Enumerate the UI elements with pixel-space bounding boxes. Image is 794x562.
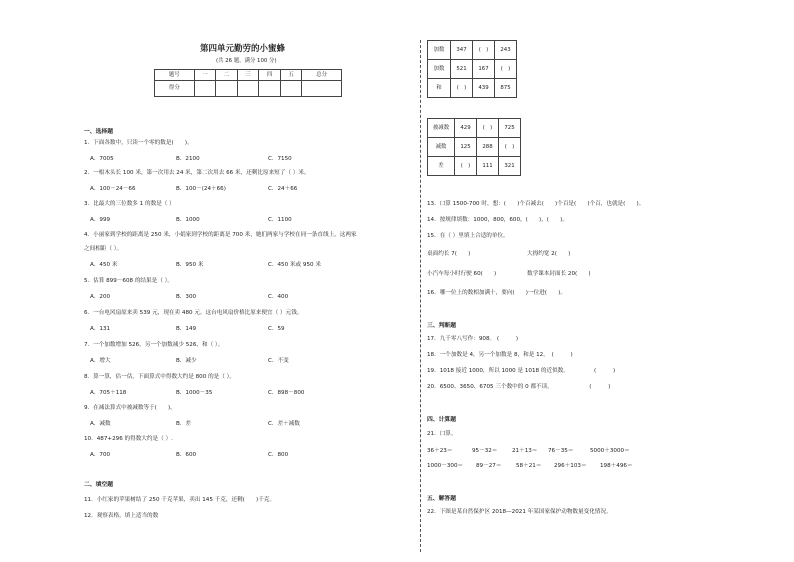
score-input-cell[interactable] xyxy=(237,81,259,97)
score-cell: 二 xyxy=(216,70,238,81)
option-b[interactable]: B．差 xyxy=(176,421,192,427)
score-cell: 总分 xyxy=(302,70,342,81)
question-text: 18．一个加数是 4，另一个加数是 8，和是 12。 ( ) xyxy=(427,352,573,358)
question-text: 14．按规律填数：1000，800，600，( )，( )。 xyxy=(427,217,568,223)
table-cell: 288 xyxy=(477,138,499,157)
option-c[interactable]: C．不变 xyxy=(268,358,289,364)
calc-item[interactable]: 95－32＝ xyxy=(472,448,498,454)
calc-item[interactable]: 89－27＝ xyxy=(476,463,502,469)
question-text: 17．九千零八写作：908。 ( ) xyxy=(427,336,519,342)
option-b[interactable]: B．950 米 xyxy=(176,262,204,268)
option-a[interactable]: A．999 xyxy=(90,217,111,223)
addition-table xyxy=(427,40,517,98)
option-b[interactable]: B．600 xyxy=(176,452,197,458)
option-b[interactable]: B．2100 xyxy=(176,156,200,162)
score-cell: 三 xyxy=(237,70,259,81)
table-blank-cell[interactable]: ( ) xyxy=(455,157,477,176)
option-c[interactable]: C．800 xyxy=(268,452,289,458)
score-cell: 四 xyxy=(259,70,281,81)
table-cell: 加数 xyxy=(428,60,451,79)
question-text: 8．算一算，估一估，下面算式中得数大约是 800 的是（ ）。 xyxy=(84,374,236,380)
score-cell: 五 xyxy=(280,70,302,81)
table-cell: 111 xyxy=(477,157,499,176)
table-cell: 被减数 xyxy=(428,119,455,138)
option-c[interactable]: C．1100 xyxy=(268,217,292,223)
question-text: 4．小丽家到学校的距离是 250 米，小娟家到学校的距离是 700 米，她们两家与学校在同一条直线上，这两家 xyxy=(84,232,357,238)
score-input-cell[interactable] xyxy=(280,81,302,97)
table-cell: 差 xyxy=(428,157,455,176)
table-cell: 439 xyxy=(473,79,495,98)
table-blank-cell[interactable]: ( ) xyxy=(499,138,521,157)
question-text: 3．比最大的三位数多 1 的数是（ ） xyxy=(84,201,175,207)
table-cell: 347 xyxy=(451,41,473,60)
question-text: 20．6500、3650、6705 三个数中的 0 都不读。 ( ) xyxy=(427,384,611,390)
question-text: 11．小红家的苹果树结了 250 千克苹果，卖出 145 千克，还剩( )千克。 xyxy=(84,497,275,503)
table-blank-cell[interactable]: ( ) xyxy=(477,119,499,138)
question-text: 2．一根木头长 100 米，第一次用去 24 米，第二次用去 66 米，还剩比原来短了（ ）米。 xyxy=(84,170,310,176)
option-c[interactable]: C．7150 xyxy=(268,156,292,162)
table-cell: 125 xyxy=(455,138,477,157)
column-divider xyxy=(420,40,421,552)
option-c[interactable]: C．450 米或 950 米 xyxy=(268,262,321,268)
question-text: 13．口算 1500-700 时，想：( )个百减去( )个百是( )个百，也就是( )。 xyxy=(427,201,645,207)
question-text: 22．下图是某自然保护区 2018—2021 年某国家保护动物数量变化情况。 xyxy=(427,509,612,515)
section-heading: 五、解答题 xyxy=(427,496,456,502)
question-text: 15．在（ ）里填上合适的单位。 xyxy=(427,233,509,239)
question-text: 16．哪一位上的数相加满十，要向( )一位进( )。 xyxy=(427,290,566,296)
calc-item[interactable]: 198＋496＝ xyxy=(600,463,633,469)
option-b[interactable]: B．149 xyxy=(176,326,197,332)
question-text: 9．在减法算式中被减数等于( )。 xyxy=(84,405,176,411)
option-a[interactable]: A．705＋118 xyxy=(90,390,127,396)
option-c[interactable]: C．差＋减数 xyxy=(268,421,300,427)
calc-item[interactable]: 296＋103＝ xyxy=(554,463,587,469)
question-text: 大拇约宽 2( ) xyxy=(527,251,571,257)
calc-item[interactable]: 1000－300＝ xyxy=(427,463,464,469)
option-b[interactable]: B．1000－35 xyxy=(176,390,213,396)
question-text: 21．口算。 xyxy=(427,431,457,437)
section-heading: 三、判断题 xyxy=(427,323,456,329)
table-cell: 521 xyxy=(451,60,473,79)
option-c[interactable]: C．24＋66 xyxy=(268,186,298,192)
option-a[interactable]: A．7005 xyxy=(90,156,114,162)
option-b[interactable]: B．300 xyxy=(176,294,197,300)
table-blank-cell[interactable]: ( ) xyxy=(495,60,517,79)
question-text: 12．观察表格，填上适当的数 xyxy=(84,513,159,519)
option-c[interactable]: C．898－800 xyxy=(268,390,305,396)
option-a[interactable]: A．700 xyxy=(90,452,111,458)
score-cell: 题号 xyxy=(155,70,195,81)
question-text: 7．一个加数增加 526，另一个加数减少 526，和（ ）。 xyxy=(84,342,224,348)
section-heading: 二、填空题 xyxy=(84,482,113,488)
option-c[interactable]: C．59 xyxy=(268,326,285,332)
calc-item[interactable]: 76－35＝ xyxy=(548,448,574,454)
question-text: 1．下面各数中，只读一个零的数是( )。 xyxy=(84,140,193,146)
table-cell: 167 xyxy=(473,60,495,79)
question-text: 之间相距（ ）。 xyxy=(84,246,123,252)
option-a[interactable]: A．100－24－66 xyxy=(90,186,136,192)
question-text: 19．1018 接近 1000，所以 1000 是 1018 的近似数。 ( ) xyxy=(427,368,616,374)
table-cell: 243 xyxy=(495,41,517,60)
score-input-cell[interactable] xyxy=(302,81,342,97)
score-input-cell[interactable] xyxy=(194,81,216,97)
calc-item[interactable]: 58＋21＝ xyxy=(516,463,542,469)
table-blank-cell[interactable]: ( ) xyxy=(451,79,473,98)
table-cell: 和 xyxy=(428,79,451,98)
option-a[interactable]: A．减数 xyxy=(90,421,111,427)
calc-item[interactable]: 21＋13＝ xyxy=(512,448,538,454)
score-cell: 得分 xyxy=(155,81,195,97)
table-cell: 725 xyxy=(499,119,521,138)
option-a[interactable]: A．增大 xyxy=(90,358,111,364)
table-cell: 321 xyxy=(499,157,521,176)
subtraction-table xyxy=(427,118,521,176)
question-text: 5．估算 899－608 的结果是（ ）。 xyxy=(84,278,173,284)
page-subtitle: (共 26 题，满分 100 分) xyxy=(216,58,277,64)
option-b[interactable]: B．1000 xyxy=(176,217,200,223)
table-cell: 加数 xyxy=(428,41,451,60)
question-text: 6．一台电风扇原来卖 539 元，现在卖 480 元。这台电风扇价格比原来便宜（ ）元钱。 xyxy=(84,310,303,316)
table-blank-cell[interactable]: ( ) xyxy=(473,41,495,60)
option-a[interactable]: A．131 xyxy=(90,326,111,332)
option-b[interactable]: B．减少 xyxy=(176,358,197,364)
calc-item[interactable]: 36＋23＝ xyxy=(427,448,453,454)
question-text: 桌面约长 7( ) xyxy=(427,251,471,257)
score-input-cell[interactable] xyxy=(259,81,281,97)
table-cell: 875 xyxy=(495,79,517,98)
question-text: 10．487+296 的得数大约是（ ）. xyxy=(84,436,173,442)
option-a[interactable]: A．200 xyxy=(90,294,111,300)
table-cell: 减数 xyxy=(428,138,455,157)
section-heading: 四、计算题 xyxy=(427,417,456,423)
option-b[interactable]: B．100－(24＋66) xyxy=(176,186,226,192)
section-heading: 一、选择题 xyxy=(84,129,113,135)
option-c[interactable]: C．400 xyxy=(268,294,289,300)
score-table xyxy=(154,69,342,97)
option-a[interactable]: A．450 米 xyxy=(90,262,118,268)
question-text: 小汽车每小时行驶 60( ) xyxy=(427,271,497,277)
score-cell: 一 xyxy=(194,70,216,81)
calc-item[interactable]: 5000＋3000＝ xyxy=(590,448,630,454)
question-text: 数学课本封面长 20( ) xyxy=(527,271,591,277)
table-cell: 429 xyxy=(455,119,477,138)
score-input-cell[interactable] xyxy=(216,81,238,97)
page-title: 第四单元勤劳的小蜜蜂 xyxy=(200,44,286,54)
